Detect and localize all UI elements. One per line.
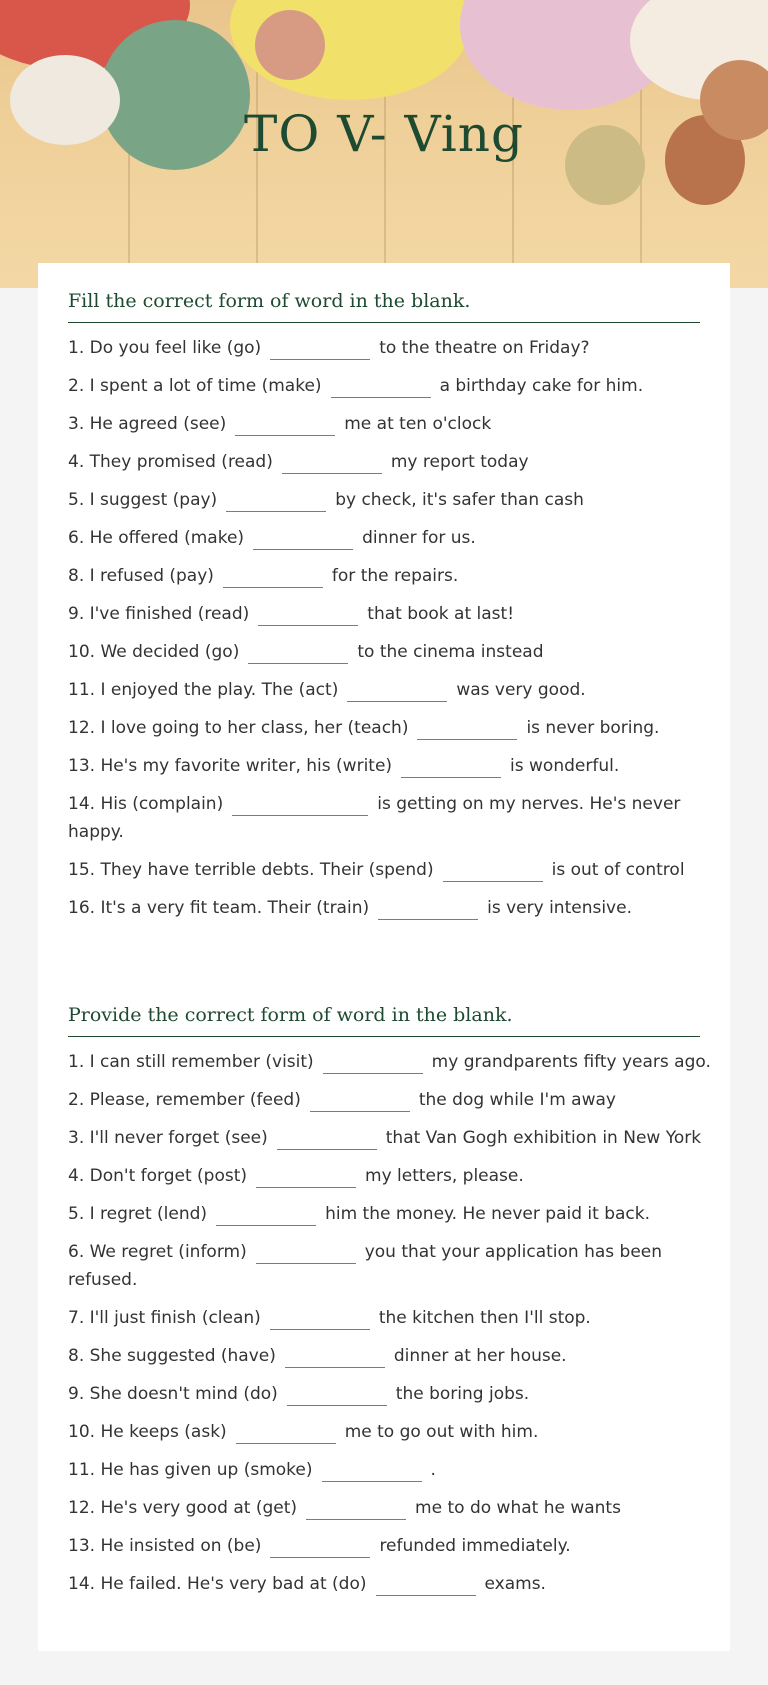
question-item: [68, 1418, 700, 1446]
question-text: 2. I spent a lot of time (make): [68, 376, 322, 396]
question-text: .: [430, 1460, 436, 1480]
answer-blank[interactable]: [285, 1343, 385, 1368]
question-text: is getting on my nerves. He's never happy.: [68, 794, 681, 842]
question-text: 11. He has given up (smoke): [68, 1460, 313, 1480]
question-text: you that your application has been refused.: [68, 1242, 663, 1290]
conch-shell-image: [255, 10, 325, 80]
answer-blank[interactable]: [232, 791, 368, 816]
question-text: refunded immediately.: [379, 1536, 571, 1556]
question-text: that Van Gogh exhibition in New York: [385, 1128, 702, 1148]
question-text: was very good.: [456, 680, 586, 700]
question-text: to the cinema instead: [357, 642, 544, 662]
question-text: 5. I suggest (pay): [68, 490, 218, 510]
header-banner: [0, 0, 768, 288]
question-text: dinner at her house.: [393, 1346, 567, 1366]
answer-blank[interactable]: [310, 1087, 410, 1112]
question-text: 13. He's my favorite writer, his (write): [68, 756, 393, 776]
question-item: [68, 1200, 700, 1228]
question-text: my letters, please.: [365, 1166, 524, 1186]
question-item: [68, 714, 700, 742]
question-text: 1. Do you feel like (go): [68, 338, 262, 358]
question-text: for the repairs.: [331, 566, 459, 586]
question-item: [68, 676, 700, 704]
question-text: the dog while I'm away: [418, 1090, 616, 1110]
answer-blank[interactable]: [270, 1305, 370, 1330]
question-item: [68, 600, 700, 628]
answer-blank[interactable]: [256, 1239, 356, 1264]
answer-blank[interactable]: [248, 639, 348, 664]
question-text: 12. He's very good at (get): [68, 1498, 298, 1518]
question-text: 13. He insisted on (be): [68, 1536, 262, 1556]
question-item: [68, 1238, 700, 1294]
question-text: 2. Please, remember (feed): [68, 1090, 301, 1110]
answer-blank[interactable]: [216, 1201, 316, 1226]
question-text: me to go out with him.: [344, 1422, 539, 1442]
answer-blank[interactable]: [306, 1495, 406, 1520]
question-item: [68, 524, 700, 552]
question-item: [68, 894, 700, 922]
question-text: dinner for us.: [362, 528, 476, 548]
answer-blank[interactable]: [287, 1381, 387, 1406]
question-item: [68, 1456, 700, 1484]
section-heading: Provide the correct form of word in the blank.: [68, 1004, 700, 1037]
question-text: 11. I enjoyed the play. The (act): [68, 680, 339, 700]
question-text: 15. They have terrible debts. Their (spend): [68, 860, 434, 880]
answer-blank[interactable]: [277, 1125, 377, 1150]
question-item: [68, 1570, 700, 1598]
answer-blank[interactable]: [378, 895, 478, 920]
question-text: 4. Don't forget (post): [68, 1166, 248, 1186]
question-item: [68, 1124, 700, 1152]
question-item: [68, 856, 700, 884]
question-text: him the money. He never paid it back.: [325, 1204, 650, 1224]
answer-blank[interactable]: [401, 753, 501, 778]
answer-blank[interactable]: [226, 487, 326, 512]
question-item: [68, 562, 700, 590]
question-item: [68, 372, 700, 400]
question-text: 9. She doesn't mind (do): [68, 1384, 278, 1404]
question-item: [68, 1342, 700, 1370]
question-text: exams.: [484, 1574, 546, 1594]
answer-blank[interactable]: [376, 1571, 476, 1596]
answer-blank[interactable]: [253, 525, 353, 550]
question-text: 7. I'll just finish (clean): [68, 1308, 261, 1328]
question-text: 1. I can still remember (visit): [68, 1052, 314, 1072]
question-text: 12. I love going to her class, her (teach): [68, 718, 409, 738]
question-text: to the theatre on Friday?: [379, 338, 590, 358]
answer-blank[interactable]: [270, 335, 370, 360]
section-1: [68, 290, 700, 922]
answer-blank[interactable]: [417, 715, 517, 740]
question-text: 10. He keeps (ask): [68, 1422, 227, 1442]
question-item: [68, 1380, 700, 1408]
question-text: my grandparents fifty years ago.: [431, 1052, 711, 1072]
question-item: [68, 1086, 700, 1114]
question-item: [68, 486, 700, 514]
question-text: 3. He agreed (see): [68, 414, 227, 434]
question-text: is very intensive.: [487, 898, 632, 918]
question-item: [68, 1048, 711, 1076]
question-text: the boring jobs.: [395, 1384, 530, 1404]
question-text: 14. His (complain): [68, 794, 224, 814]
question-item: [68, 410, 700, 438]
answer-blank[interactable]: [236, 1419, 336, 1444]
question-text: is out of control: [551, 860, 685, 880]
section-heading: Fill the correct form of word in the blank.: [68, 290, 700, 323]
question-item: [68, 752, 700, 780]
question-text: the kitchen then I'll stop.: [378, 1308, 591, 1328]
question-item: [68, 1494, 700, 1522]
question-text: is wonderful.: [510, 756, 620, 776]
page-title: TO V- Ving: [244, 105, 524, 163]
question-item: [68, 448, 700, 476]
question-text: 4. They promised (read): [68, 452, 273, 472]
question-text: 6. He offered (make): [68, 528, 245, 548]
answer-blank[interactable]: [223, 563, 323, 588]
question-item: [68, 638, 700, 666]
question-text: that book at last!: [367, 604, 515, 624]
worksheet-card: [38, 263, 730, 1651]
answer-blank[interactable]: [258, 601, 358, 626]
question-text: is never boring.: [526, 718, 660, 738]
question-text: 3. I'll never forget (see): [68, 1128, 268, 1148]
question-text: 10. We decided (go): [68, 642, 240, 662]
question-text: a birthday cake for him.: [439, 376, 644, 396]
question-text: 16. It's a very fit team. Their (train): [68, 898, 370, 918]
question-text: 9. I've finished (read): [68, 604, 250, 624]
answer-blank[interactable]: [256, 1163, 356, 1188]
answer-blank[interactable]: [282, 449, 382, 474]
question-text: me at ten o'clock: [344, 414, 492, 434]
question-text: by check, it's safer than cash: [335, 490, 584, 510]
question-text: my report today: [390, 452, 529, 472]
answer-blank[interactable]: [322, 1457, 422, 1482]
answer-blank[interactable]: [443, 857, 543, 882]
question-text: 5. I regret (lend): [68, 1204, 208, 1224]
question-item: [68, 1162, 700, 1190]
question-item: [68, 334, 700, 362]
answer-blank[interactable]: [347, 677, 447, 702]
question-text: 8. She suggested (have): [68, 1346, 276, 1366]
question-text: 14. He failed. He's very bad at (do): [68, 1574, 367, 1594]
answer-blank[interactable]: [323, 1049, 423, 1074]
answer-blank[interactable]: [331, 373, 431, 398]
question-item: [68, 1304, 700, 1332]
question-text: 8. I refused (pay): [68, 566, 214, 586]
answer-blank[interactable]: [235, 411, 335, 436]
section-2: [68, 1004, 711, 1598]
question-item: [68, 1532, 700, 1560]
answer-blank[interactable]: [270, 1533, 370, 1558]
question-text: me to do what he wants: [415, 1498, 621, 1518]
question-text: 6. We regret (inform): [68, 1242, 247, 1262]
question-item: [68, 790, 700, 846]
